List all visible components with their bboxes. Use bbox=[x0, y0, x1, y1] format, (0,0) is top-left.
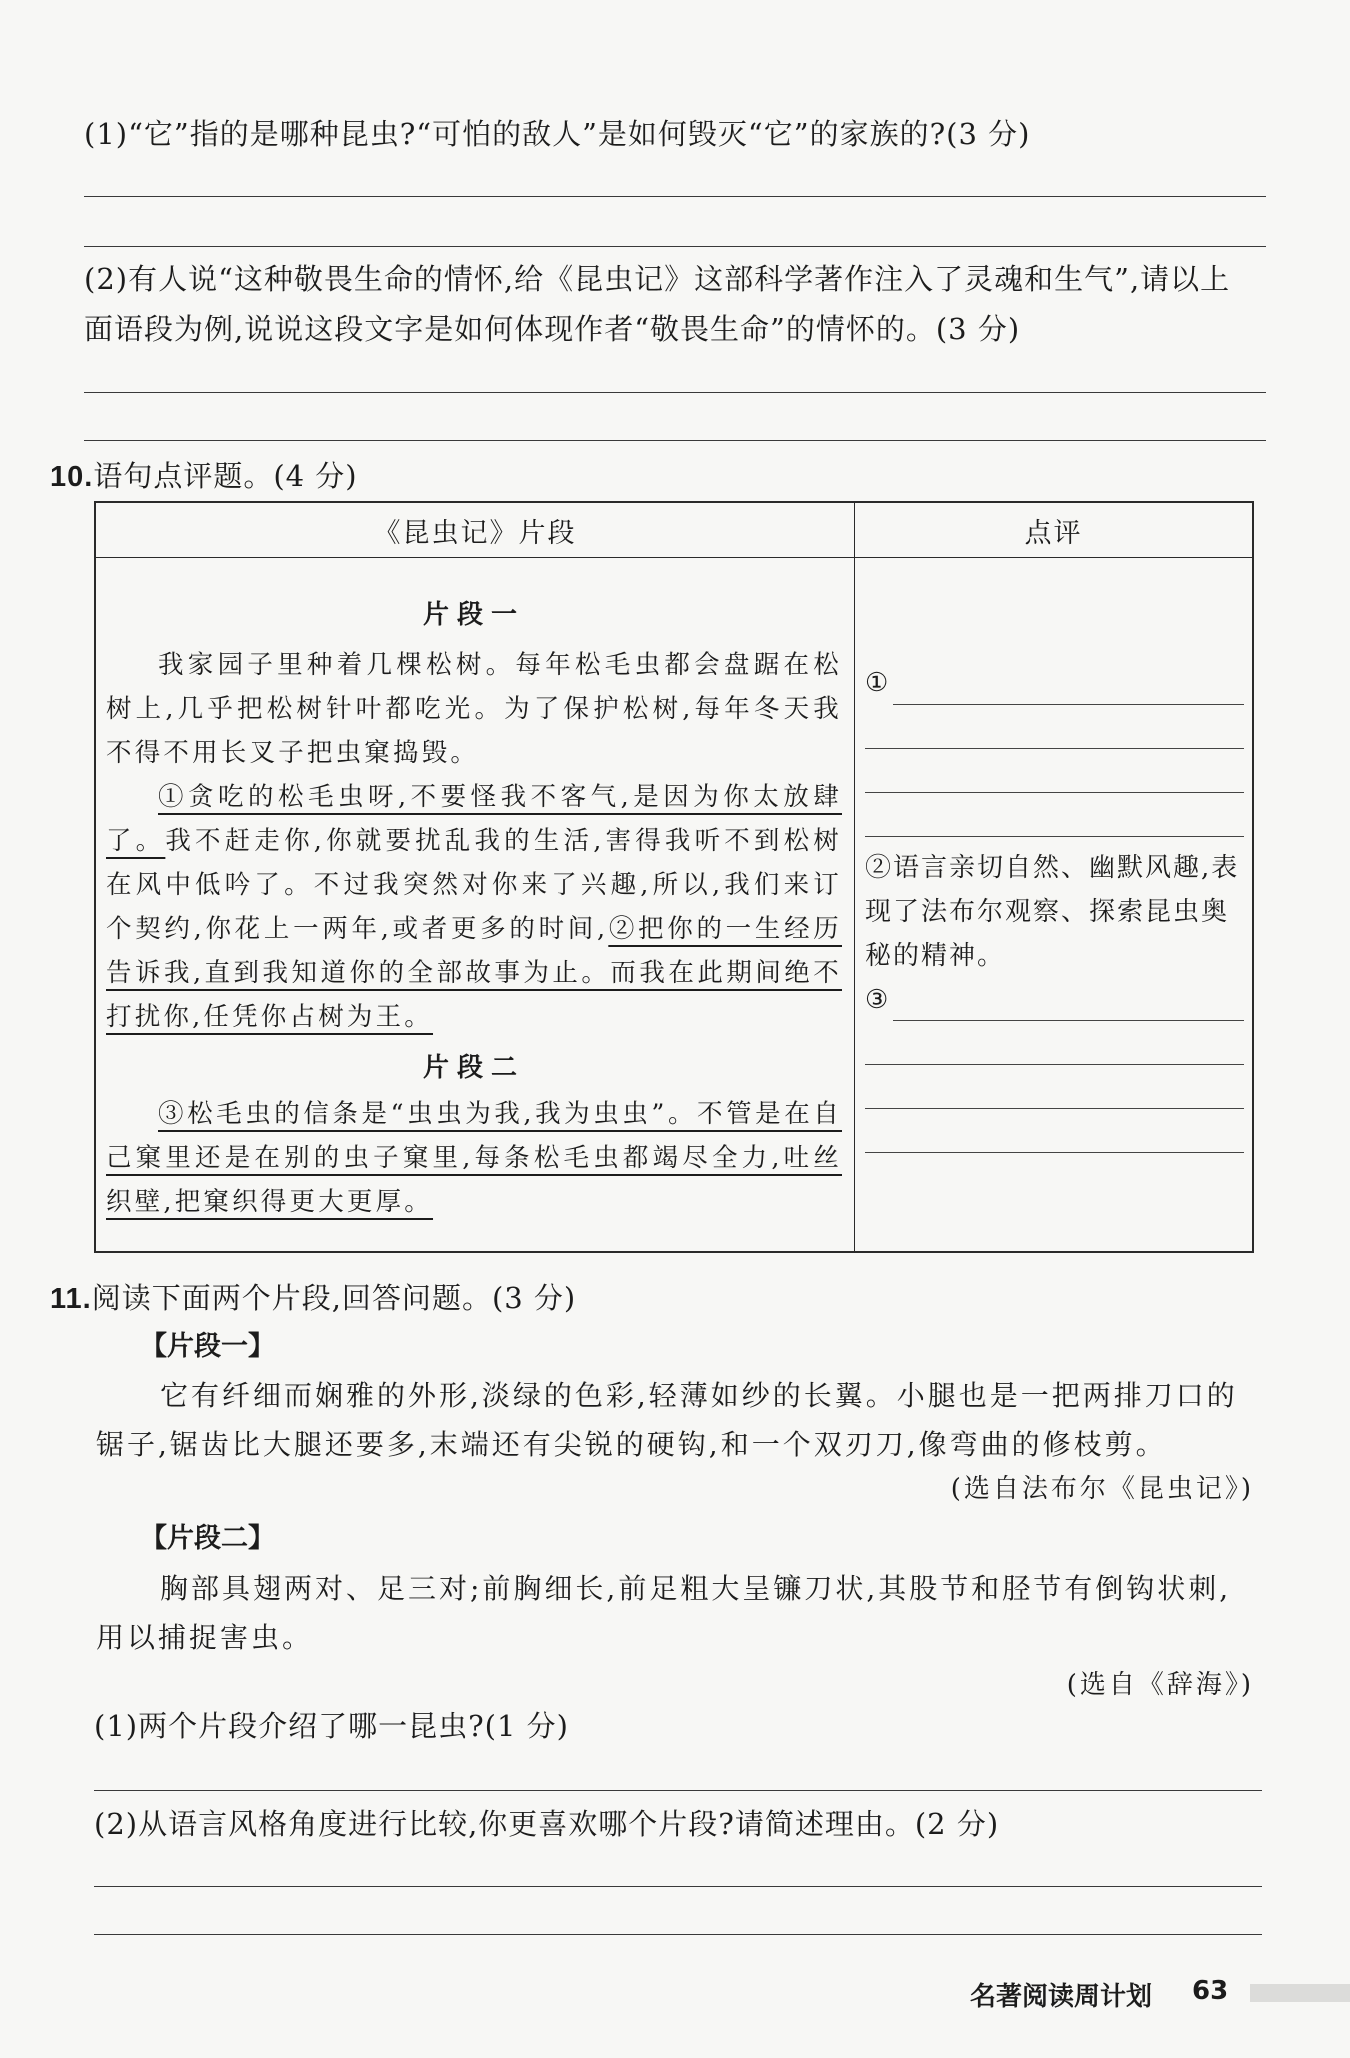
fragment-two-text bbox=[106, 1092, 842, 1224]
comment-2-text: ②语言亲切自然、幽默风趣,表现了法布尔观察、探索昆虫奥秘的精神。 bbox=[865, 853, 1240, 971]
q9-sub1-answer-line-2[interactable] bbox=[84, 246, 1266, 247]
q11-sub2-answer-line-1[interactable] bbox=[94, 1886, 1262, 1887]
comment-3-answer-line-1[interactable] bbox=[893, 1020, 1244, 1021]
comment-3-answer-line-4[interactable] bbox=[865, 1152, 1244, 1153]
fragment-one-text-cont bbox=[106, 775, 842, 1039]
q9-sub1-prompt: (1)“它”指的是哪种昆虫?“可怕的敌人”是如何毁灭“它”的家族的?(3 分) bbox=[84, 117, 1031, 151]
fragment-one-middle-text: 我不赶走你,你就要扰乱我的生活,害得我听不到松树在风中低吟了。不过我突然对你来了兴趣,所以,我们来订个契约,你花上一两年,或者更多的时间, bbox=[106, 826, 842, 944]
q11-fragment-one-label: 【片段一】 bbox=[140, 1331, 275, 1362]
q10-number: 10. bbox=[50, 461, 94, 493]
q11-title: 阅读下面两个片段,回答问题。(3 分) bbox=[91, 1281, 577, 1315]
q11-number: 11. bbox=[50, 1283, 92, 1315]
comment-1-answer-line-3[interactable] bbox=[865, 792, 1244, 793]
q10-heading bbox=[50, 454, 358, 495]
q9-sub1-answer-line-1[interactable] bbox=[84, 196, 1266, 197]
fragment-one-title: 片段一 bbox=[422, 600, 525, 630]
q11-heading bbox=[50, 1276, 576, 1317]
comment-1-label: ① bbox=[865, 668, 891, 698]
q11-fragment-one-source: (选自法布尔《昆虫记》) bbox=[950, 1474, 1254, 1504]
q11-sub2-answer-line-2[interactable] bbox=[94, 1934, 1262, 1935]
comment-1-answer-line-2[interactable] bbox=[865, 748, 1244, 749]
q11-sub2-prompt: (2)从语言风格角度进行比较,你更喜欢哪个片段?请简述理由。(2 分) bbox=[94, 1807, 1000, 1841]
q9-sub2-prompt-line1: (2)有人说“这种敬畏生命的情怀,给《昆虫记》这部科学著作注入了灵魂和生气”,请以上 bbox=[84, 262, 1231, 296]
q11-sub1-answer-line[interactable] bbox=[94, 1790, 1262, 1791]
q9-sub2-answer-line-1[interactable] bbox=[84, 392, 1266, 393]
footer-decorative-bar bbox=[1250, 1984, 1350, 2002]
q10-title: 语句点评题。(4 分) bbox=[93, 459, 358, 493]
comment-1-answer-line-4[interactable] bbox=[865, 836, 1244, 837]
table-header-comments: 点评 bbox=[855, 502, 1254, 558]
comment-3-answer-line-3[interactable] bbox=[865, 1108, 1244, 1109]
fragment-two-title: 片段二 bbox=[422, 1053, 525, 1083]
underlined-sentence-3: ③松毛虫的信条是“虫虫为我,我为虫虫”。不管是在自己窠里还是在别的虫子窠里,每条松毛虫都竭尽全力,吐丝织壁,把窠织得更大更厚。 bbox=[106, 1099, 842, 1217]
comment-3-label: ③ bbox=[865, 985, 891, 1015]
fragment-one-plain-text: 我家园子里种着几棵松树。每年松毛虫都会盘踞在松树上,几乎把松树针叶都吃光。为了保护松树,每年冬天我不得不用长叉子把虫窠捣毁。 bbox=[106, 650, 842, 768]
table-header-fragments: 《昆虫记》片段 bbox=[95, 502, 855, 558]
fragments-cell bbox=[95, 558, 855, 1253]
underlined-sentence-2: ②把你的一生经历告诉我,直到我知道你的全部故事为止。而我在此期间绝不打扰你,任凭你占树为王。 bbox=[106, 914, 842, 1032]
underlined-sentence-1: ①贪吃的松毛虫呀,不要怪我不客气,是因为你太放肆了。 bbox=[106, 782, 842, 856]
comments-cell bbox=[855, 558, 1254, 1253]
footer-page-number: 63 bbox=[1192, 1976, 1229, 2006]
q10-comment-table bbox=[94, 501, 1254, 1253]
comment-3-answer-line-2[interactable] bbox=[865, 1064, 1244, 1065]
q9-sub2-prompt-line2: 面语段为例,说说这段文字是如何体现作者“敬畏生命”的情怀的。(3 分) bbox=[84, 312, 1021, 346]
q11-sub1-prompt: (1)两个片段介绍了哪一昆虫?(1 分) bbox=[94, 1709, 569, 1743]
q11-fragment-two-label: 【片段二】 bbox=[140, 1523, 275, 1554]
q11-fragment-two-text: 胸部具翅两对、足三对;前胸细长,前足粗大呈镰刀状,其股节和胫节有倒钩状刺,用以捕捉害虫。 bbox=[96, 1572, 1232, 1654]
q9-sub2-answer-line-2[interactable] bbox=[84, 440, 1266, 441]
footer-book-title: 名著阅读周计划 bbox=[970, 1982, 1153, 2012]
q11-fragment-one-text: 它有纤细而娴雅的外形,淡绿的色彩,轻薄如纱的长翼。小腿也是一把两排刀口的锯子,锯齿比大腿还要多,末端还有尖锐的硬钩,和一个双刃刀,像弯曲的修枝剪。 bbox=[96, 1379, 1238, 1461]
fragment-one-text bbox=[106, 643, 842, 775]
comment-1-answer-line-1[interactable] bbox=[893, 704, 1244, 705]
q11-fragment-two-source: (选自《辞海》) bbox=[1066, 1670, 1254, 1700]
